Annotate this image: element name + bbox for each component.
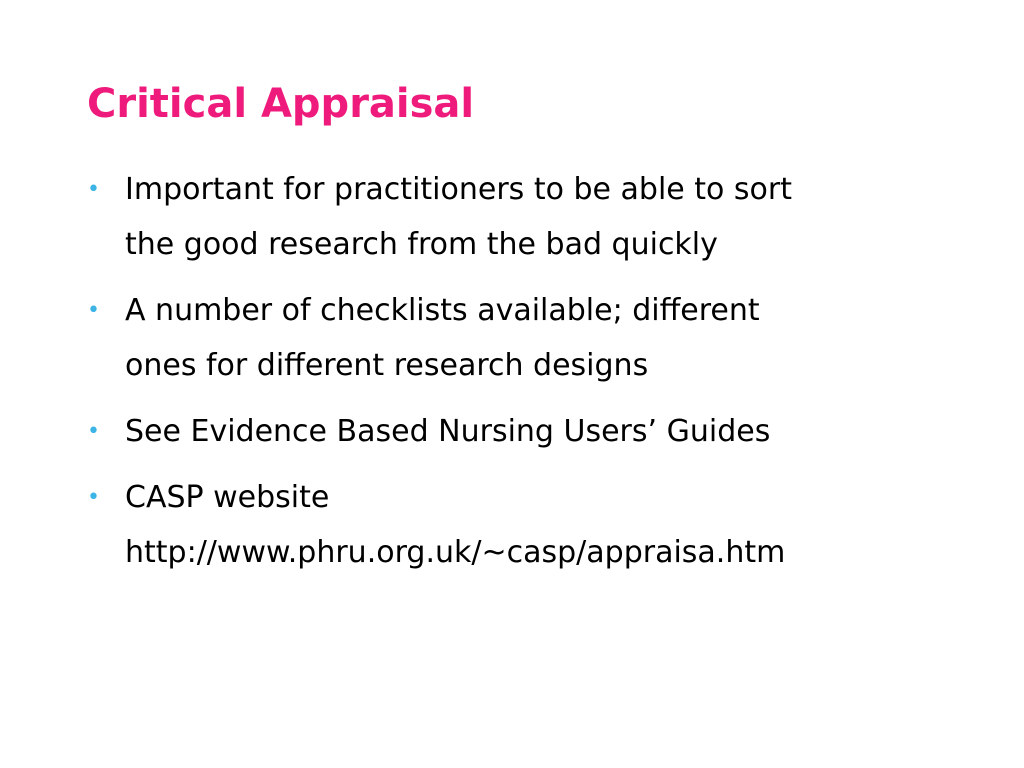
bullet-text-line: See Evidence Based Nursing Users’ Guides <box>125 414 771 449</box>
bullet-text-line: ones for different research designs <box>125 348 649 383</box>
bullet-link-line[interactable]: http://www.phru.org.uk/~casp/appraisa.htm <box>125 535 786 570</box>
bullet-text-line: Important for practitioners to be able to sort <box>125 172 793 207</box>
bullet-item <box>87 404 987 459</box>
bullet-item <box>87 470 987 580</box>
bullet-text-line: A number of checklists available; different <box>125 293 760 328</box>
bullet-icon: • <box>87 419 100 444</box>
slide-title: Critical Appraisal <box>87 81 475 127</box>
bullet-icon: • <box>87 177 100 202</box>
bullet-item <box>87 162 987 272</box>
bullet-text-line: the good research from the bad quickly <box>125 227 718 262</box>
bullet-icon: • <box>87 485 100 510</box>
bullet-text-line: CASP website <box>125 480 330 515</box>
bullet-list <box>87 162 987 591</box>
bullet-icon: • <box>87 298 100 323</box>
bullet-item <box>87 283 987 393</box>
